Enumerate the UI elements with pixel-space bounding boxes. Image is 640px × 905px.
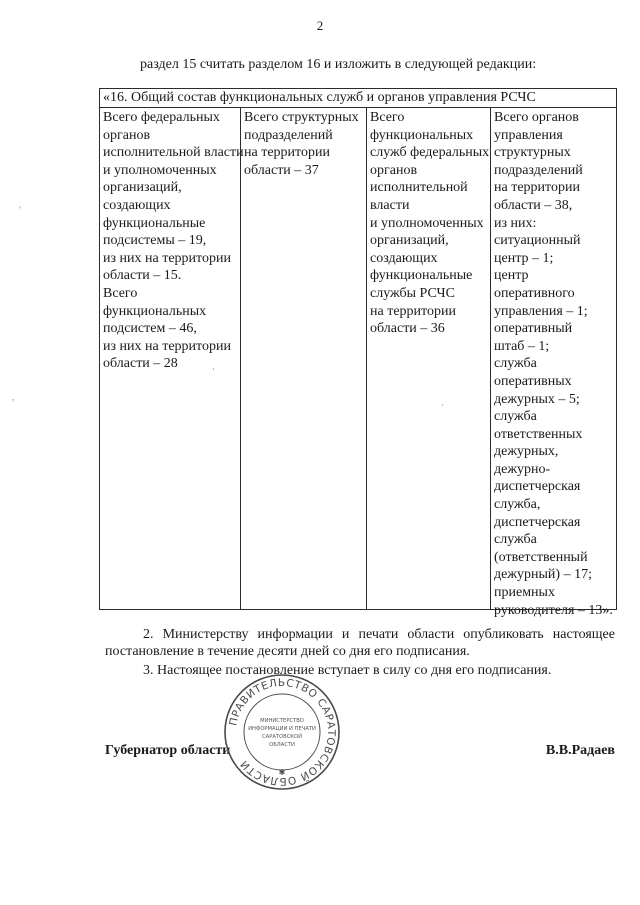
svg-text:ОБЛАСТИ: ОБЛАСТИ (269, 742, 295, 748)
table-cell-line: области – 28 (103, 356, 178, 372)
table-cell-line: власти (370, 197, 410, 213)
composition-table (99, 88, 617, 618)
table-cell-line: создающих (370, 250, 438, 266)
table-cell-line: центр – 1; (494, 250, 554, 266)
table-cell-line: Всего (370, 110, 405, 125)
table-cell-management-bodies (491, 108, 617, 618)
table-cell-line: структурных (494, 145, 571, 161)
table-cell-line: ситуационный (494, 233, 581, 249)
table-cell-line: служб федеральных (370, 145, 490, 161)
table-cell-line: Всего федеральных (103, 110, 220, 125)
table-cell-line: приемных (494, 585, 555, 601)
table-cell-line: и уполномоченных (370, 215, 484, 231)
table-cell-line: из них на территории (103, 250, 231, 266)
table-cell-line: (ответственный (494, 549, 588, 565)
table-cell-line: Всего органов (494, 110, 579, 125)
official-seal-stamp (222, 672, 342, 792)
table-cell-line: Всего (103, 285, 138, 301)
table-cell-line: руководителя – 13». (494, 602, 613, 618)
table-cell-line: служба (494, 532, 537, 548)
table-cell-line: службы РСЧС (370, 285, 455, 301)
table-cell-line: оперативного (494, 285, 575, 301)
table-cell-line: дежурных, (494, 444, 559, 460)
table-cell-line: служба (494, 409, 537, 425)
table-cell-line: дежурный) – 17; (494, 567, 592, 583)
svg-text:МИНИСТЕРСТВО: МИНИСТЕРСТВО (260, 718, 304, 724)
table-cell-line: Всего структурных (244, 110, 359, 125)
table-cell-line: организаций, (370, 233, 449, 249)
table-cell-line: исполнительной (370, 180, 468, 196)
table-cell-line: на территории (370, 303, 456, 319)
table-cell-line: органов (103, 127, 151, 143)
page-number: 2 (316, 18, 324, 33)
scan-mark: , (12, 392, 15, 402)
table-cell-line: служба (494, 356, 537, 372)
signature-block (105, 743, 615, 763)
table-cell-line: штаб – 1; (494, 338, 550, 354)
table-cell-line: органов (370, 162, 418, 178)
svg-text:ИНФОРМАЦИИ И ПЕЧАТИ: ИНФОРМАЦИИ И ПЕЧАТИ (248, 726, 316, 732)
paragraph-2: 2. Министерству информации и печати области опубликовать настоящее постановление в течение десяти дней со дня его подписания. (105, 627, 615, 659)
table-cell-line: подразделений (244, 127, 333, 143)
table-cell-line: исполнительной власти (103, 145, 244, 161)
table-cell-line: области – 37 (244, 162, 319, 178)
table-cell-line: диспетчерская (494, 479, 581, 495)
table-cell-line: центр (494, 268, 529, 284)
table-cell-line: функциональных (103, 303, 207, 319)
table-cell-line: ответственных (494, 426, 583, 442)
table-cell-line: управления (494, 127, 563, 143)
table-cell-line: дежурно- (494, 461, 551, 477)
table-cell-line: функциональные (103, 215, 206, 231)
table-cell-line: из них: (494, 215, 537, 231)
table-cell-line: на территории (244, 145, 330, 161)
table-cell-line: области – 15. (103, 268, 182, 284)
signatory-position: Губернатор области (105, 743, 231, 758)
table-cell-line: организаций, (103, 180, 182, 196)
table-cell-line: на территории (494, 180, 580, 196)
table-cell-functional-services (367, 108, 491, 609)
scan-mark: · (441, 400, 444, 410)
paragraph-3: 3. Настоящее постановление вступает в силу со дня его подписания. (143, 663, 552, 678)
table-cell-structural-units (241, 108, 367, 609)
table-cell-federal-organs (100, 108, 244, 609)
svg-text:✱: ✱ (278, 768, 286, 777)
table-body (100, 108, 616, 618)
table-cell-line: оперативный (494, 321, 573, 337)
table-cell-line: служба, (494, 497, 541, 513)
table-cell-line: диспетчерская (494, 514, 581, 530)
intro-text: раздел 15 считать разделом 16 и изложить в следующей редакции: (140, 57, 537, 72)
svg-text:САРАТОВСКОЙ: САРАТОВСКОЙ (262, 734, 302, 740)
table-cell-line: области – 36 (370, 321, 445, 337)
table-title: «16. Общий состав функциональных служб и органов управления РСЧС (100, 89, 616, 108)
table-cell-line: и уполномоченных (103, 162, 217, 178)
table-cell-line: подразделений (494, 162, 583, 178)
table-cell-line: функциональные (370, 268, 473, 284)
svg-text:ПРАВИТЕЛЬСТВО САРАТОВСКОЙ ОБЛА: ПРАВИТЕЛЬСТВО САРАТОВСКОЙ ОБЛАСТИ (227, 676, 338, 788)
table-cell-line: дежурных – 5; (494, 391, 580, 407)
table-cell-line: подсистем – 46, (103, 321, 197, 337)
table-cell-line: функциональных (370, 127, 474, 143)
signatory-name: В.В.Радаев (545, 743, 615, 758)
scan-mark: ′ (19, 205, 21, 215)
table-cell-line: управления – 1; (494, 303, 588, 319)
table-cell-line: подсистемы – 19, (103, 233, 207, 249)
table-cell-line: из них на территории (103, 338, 231, 354)
scan-mark: · (212, 364, 215, 374)
table-cell-line: оперативных (494, 373, 572, 389)
table-cell-line: области – 38, (494, 197, 573, 213)
table-cell-line: создающих (103, 197, 171, 213)
